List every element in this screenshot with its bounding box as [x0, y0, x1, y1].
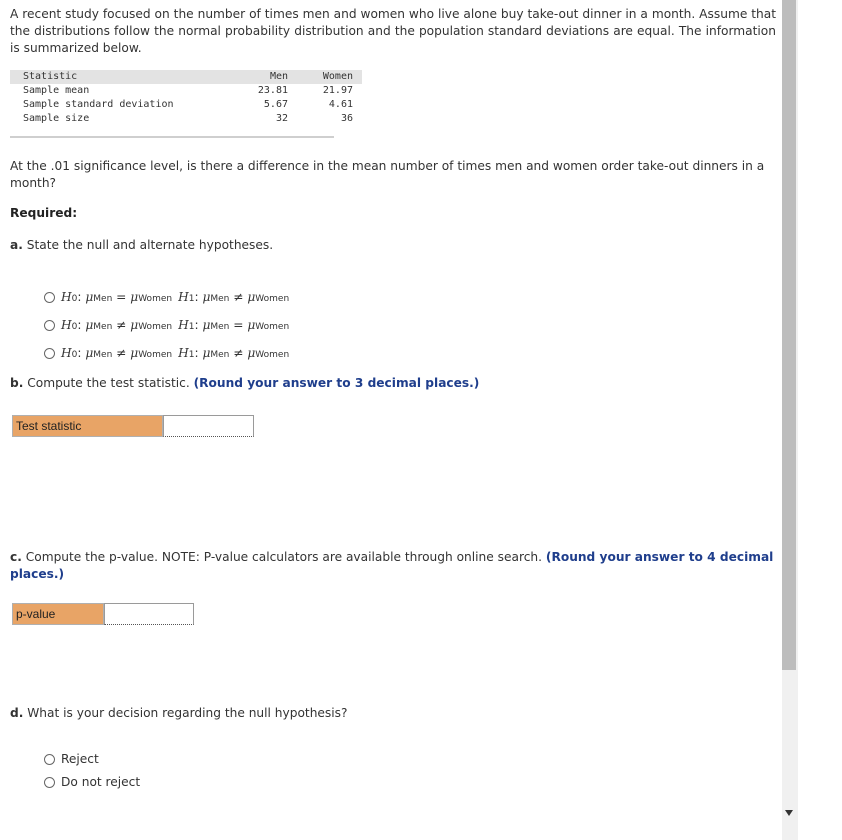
part-a-text: State the null and alternate hypotheses. — [26, 238, 274, 252]
table-cell: 5.67 — [263, 99, 288, 110]
table-header-cell: Women — [297, 70, 362, 84]
p-value-input[interactable] — [104, 603, 194, 625]
part-c-label — [10, 549, 776, 583]
stats-table — [10, 70, 362, 126]
hypothesis-text: H 0 : μ Men ≠ μ Women H 1 : μ Men ≠ μ Women — [61, 346, 290, 360]
part-c-text: Compute the p-value. NOTE: P-value calculators are available through online search. — [25, 550, 542, 564]
table-header-cell: Men — [234, 70, 297, 84]
test-statistic-label: Test statistic — [12, 415, 163, 437]
hypothesis-option-1[interactable] — [44, 288, 289, 306]
radio-button[interactable] — [44, 777, 55, 788]
test-statistic-row — [12, 415, 254, 437]
part-d-label — [10, 706, 347, 720]
table-cell: Sample mean — [23, 85, 90, 96]
vertical-scrollbar[interactable] — [782, 0, 798, 840]
table-divider — [10, 136, 334, 138]
radio-button[interactable] — [44, 348, 55, 359]
table-header-row — [10, 70, 362, 84]
required-heading: Required: — [10, 206, 78, 220]
part-c-letter: c. — [10, 550, 22, 564]
question-text: At the .01 significance level, is there a difference in the mean number of times men and women order take-out dinners in a month? — [10, 159, 765, 190]
p-value-row — [12, 603, 194, 625]
part-d-letter: d. — [10, 706, 24, 720]
p-value-label: p-value — [12, 603, 104, 625]
table-row — [10, 98, 362, 112]
part-a-label — [10, 238, 273, 252]
hypothesis-option-3[interactable] — [44, 344, 289, 362]
hypothesis-text: H 0 : μ Men ≠ μ Women H 1 : μ Men = μ Women — [61, 318, 290, 332]
hypothesis-option-2[interactable] — [44, 316, 289, 334]
radio-button[interactable] — [44, 292, 55, 303]
decision-option-do-not-reject[interactable] — [44, 773, 140, 791]
table-cell: 21.97 — [322, 85, 353, 96]
table-cell: Sample standard deviation — [23, 99, 174, 110]
hypothesis-text: H 0 : μ Men = μ Women H 1 : μ Men ≠ μ Women — [61, 290, 290, 304]
part-b-label — [10, 376, 479, 390]
radio-button[interactable] — [44, 754, 55, 765]
intro-text: A recent study focused on the number of times men and women who live alone buy take-out dinner in a month. Assume that the distributions follow the normal probability distribution and the population standard deviations are equal. The information is summarized below. — [10, 7, 776, 55]
decision-option-label: Do not reject — [61, 775, 141, 789]
part-a-letter: a. — [10, 238, 23, 252]
table-header-cell: Statistic — [10, 70, 234, 84]
radio-button[interactable] — [44, 320, 55, 331]
test-statistic-input[interactable] — [163, 415, 254, 437]
table-cell: 32 — [275, 113, 288, 124]
part-b-text: Compute the test statistic. — [27, 376, 190, 390]
scroll-down-arrow-icon[interactable] — [785, 810, 793, 816]
part-b-hint: (Round your answer to 3 decimal places.) — [193, 376, 480, 390]
table-row — [10, 84, 362, 98]
decision-option-reject[interactable] — [44, 750, 99, 768]
table-cell: Sample size — [23, 113, 90, 124]
table-cell: 4.61 — [328, 99, 353, 110]
scrollbar-thumb[interactable] — [782, 0, 796, 670]
table-cell: 36 — [340, 113, 353, 124]
part-b-letter: b. — [10, 376, 24, 390]
part-d-text: What is your decision regarding the null hypothesis? — [27, 706, 348, 720]
table-row — [10, 112, 362, 126]
table-cell: 23.81 — [257, 85, 288, 96]
decision-option-label: Reject — [61, 752, 99, 766]
part-c-hint: (Round your answer to 4 decimal places.) — [10, 550, 774, 581]
